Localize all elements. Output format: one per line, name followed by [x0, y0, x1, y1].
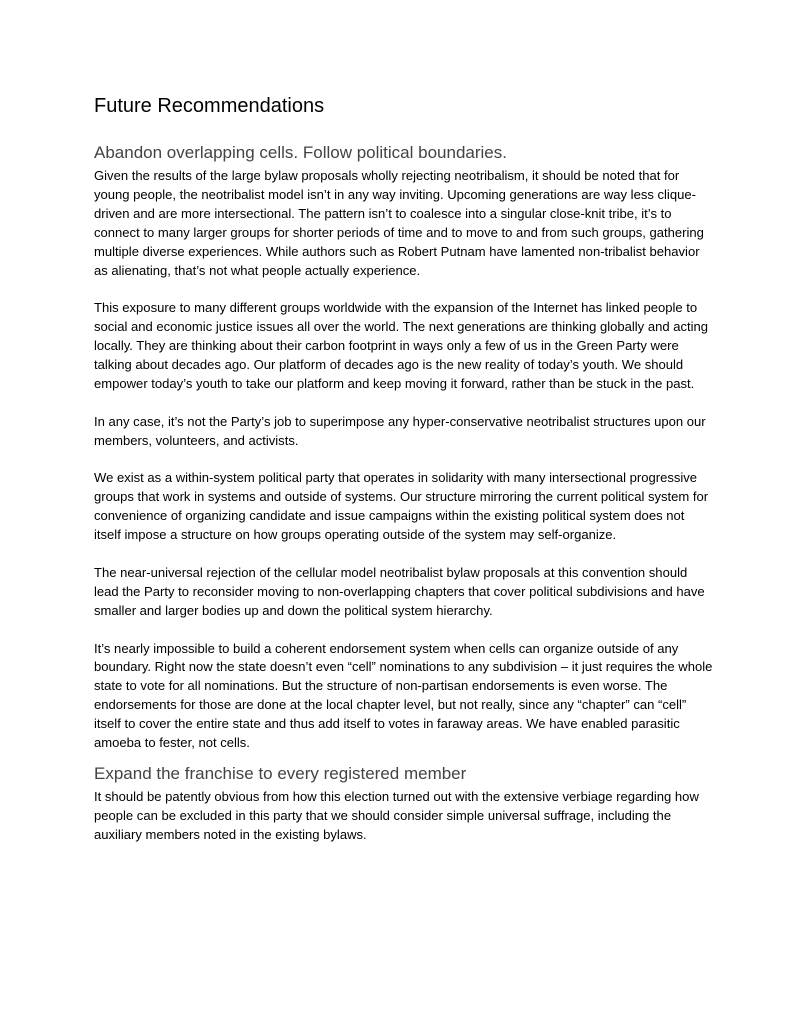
document-page: [94, 94, 714, 845]
body-paragraph: It should be patently obvious from how this election turned out with the extensive verbiage regarding how people can be excluded in this party that we should consider simple universal suffrage, including the auxiliary members noted in the existing bylaws.: [94, 789, 699, 842]
body-paragraph: This exposure to many different groups worldwide with the expansion of the Internet has linked people to social and economic justice issues all over the world. The next generations are thinking globally and acting locally. They are thinking about their carbon footprint in ways only a few of us in the Green Party were talking about decades ago. Our platform of decades ago is the new reality of today’s youth. We should empower today’s youth to take our platform and keep moving it forward, rather than be stuck in the past.: [94, 300, 709, 391]
body-paragraph: Given the results of the large bylaw proposals wholly rejecting neotribalism, it should be noted that for young people, the neotribalist model isn’t in any way inviting. Upcoming generations are way less clique-driven and are more intersectional. The pattern isn’t to coalesce into a singular close-knit tribe, it’s to connect to many larger groups for shorter periods of time and to move to and from such groups, gathering multiple diverse experiences. While authors such as Robert Putnam have lamented non-tribalist behavior as alienating, that’s not what people actually experience.: [94, 168, 704, 278]
body-paragraph: It’s nearly impossible to build a coherent endorsement system when cells can organize outside of any boundary. Right now the state doesn’t even “cell” nominations to any subdivision – it just requires the whole state to vote for all nominations. But the structure of non-partisan endorsements is even worse. The endorsements for those are done at the local chapter level, but not really, since any “chapter” can “cell” itself to cover the entire state and thus add itself to votes in faraway areas. We have enabled parasitic amoeba to fester, not cells.: [94, 640, 713, 751]
section-heading-abandon-overlapping-cells: Abandon overlapping cells. Follow political boundaries.: [94, 143, 507, 162]
body-paragraph: In any case, it’s not the Party’s job to superimpose any hyper-conservative neotribalist structures upon our members, volunteers, and activists.: [94, 413, 706, 448]
page-title: Future Recommendations: [94, 95, 325, 117]
section-heading-expand-franchise: Expand the franchise to every registered member: [94, 764, 467, 784]
body-paragraph: We exist as a within-system political party that operates in solidarity with many intersectional progressive groups that work in systems and outside of systems. Our structure mirroring the current political system for convenience of organizing candidate and issue campaigns within the existing political system does not itself impose a structure on how groups operating outside of the system may self-organize.: [94, 470, 709, 543]
body-paragraph: The near-universal rejection of the cellular model neotribalist bylaw proposals at this convention should lead the Party to reconsider moving to non-overlapping chapters that cover political subdivisions and have smaller and larger bodies up and down the political system hierarchy.: [94, 564, 705, 618]
